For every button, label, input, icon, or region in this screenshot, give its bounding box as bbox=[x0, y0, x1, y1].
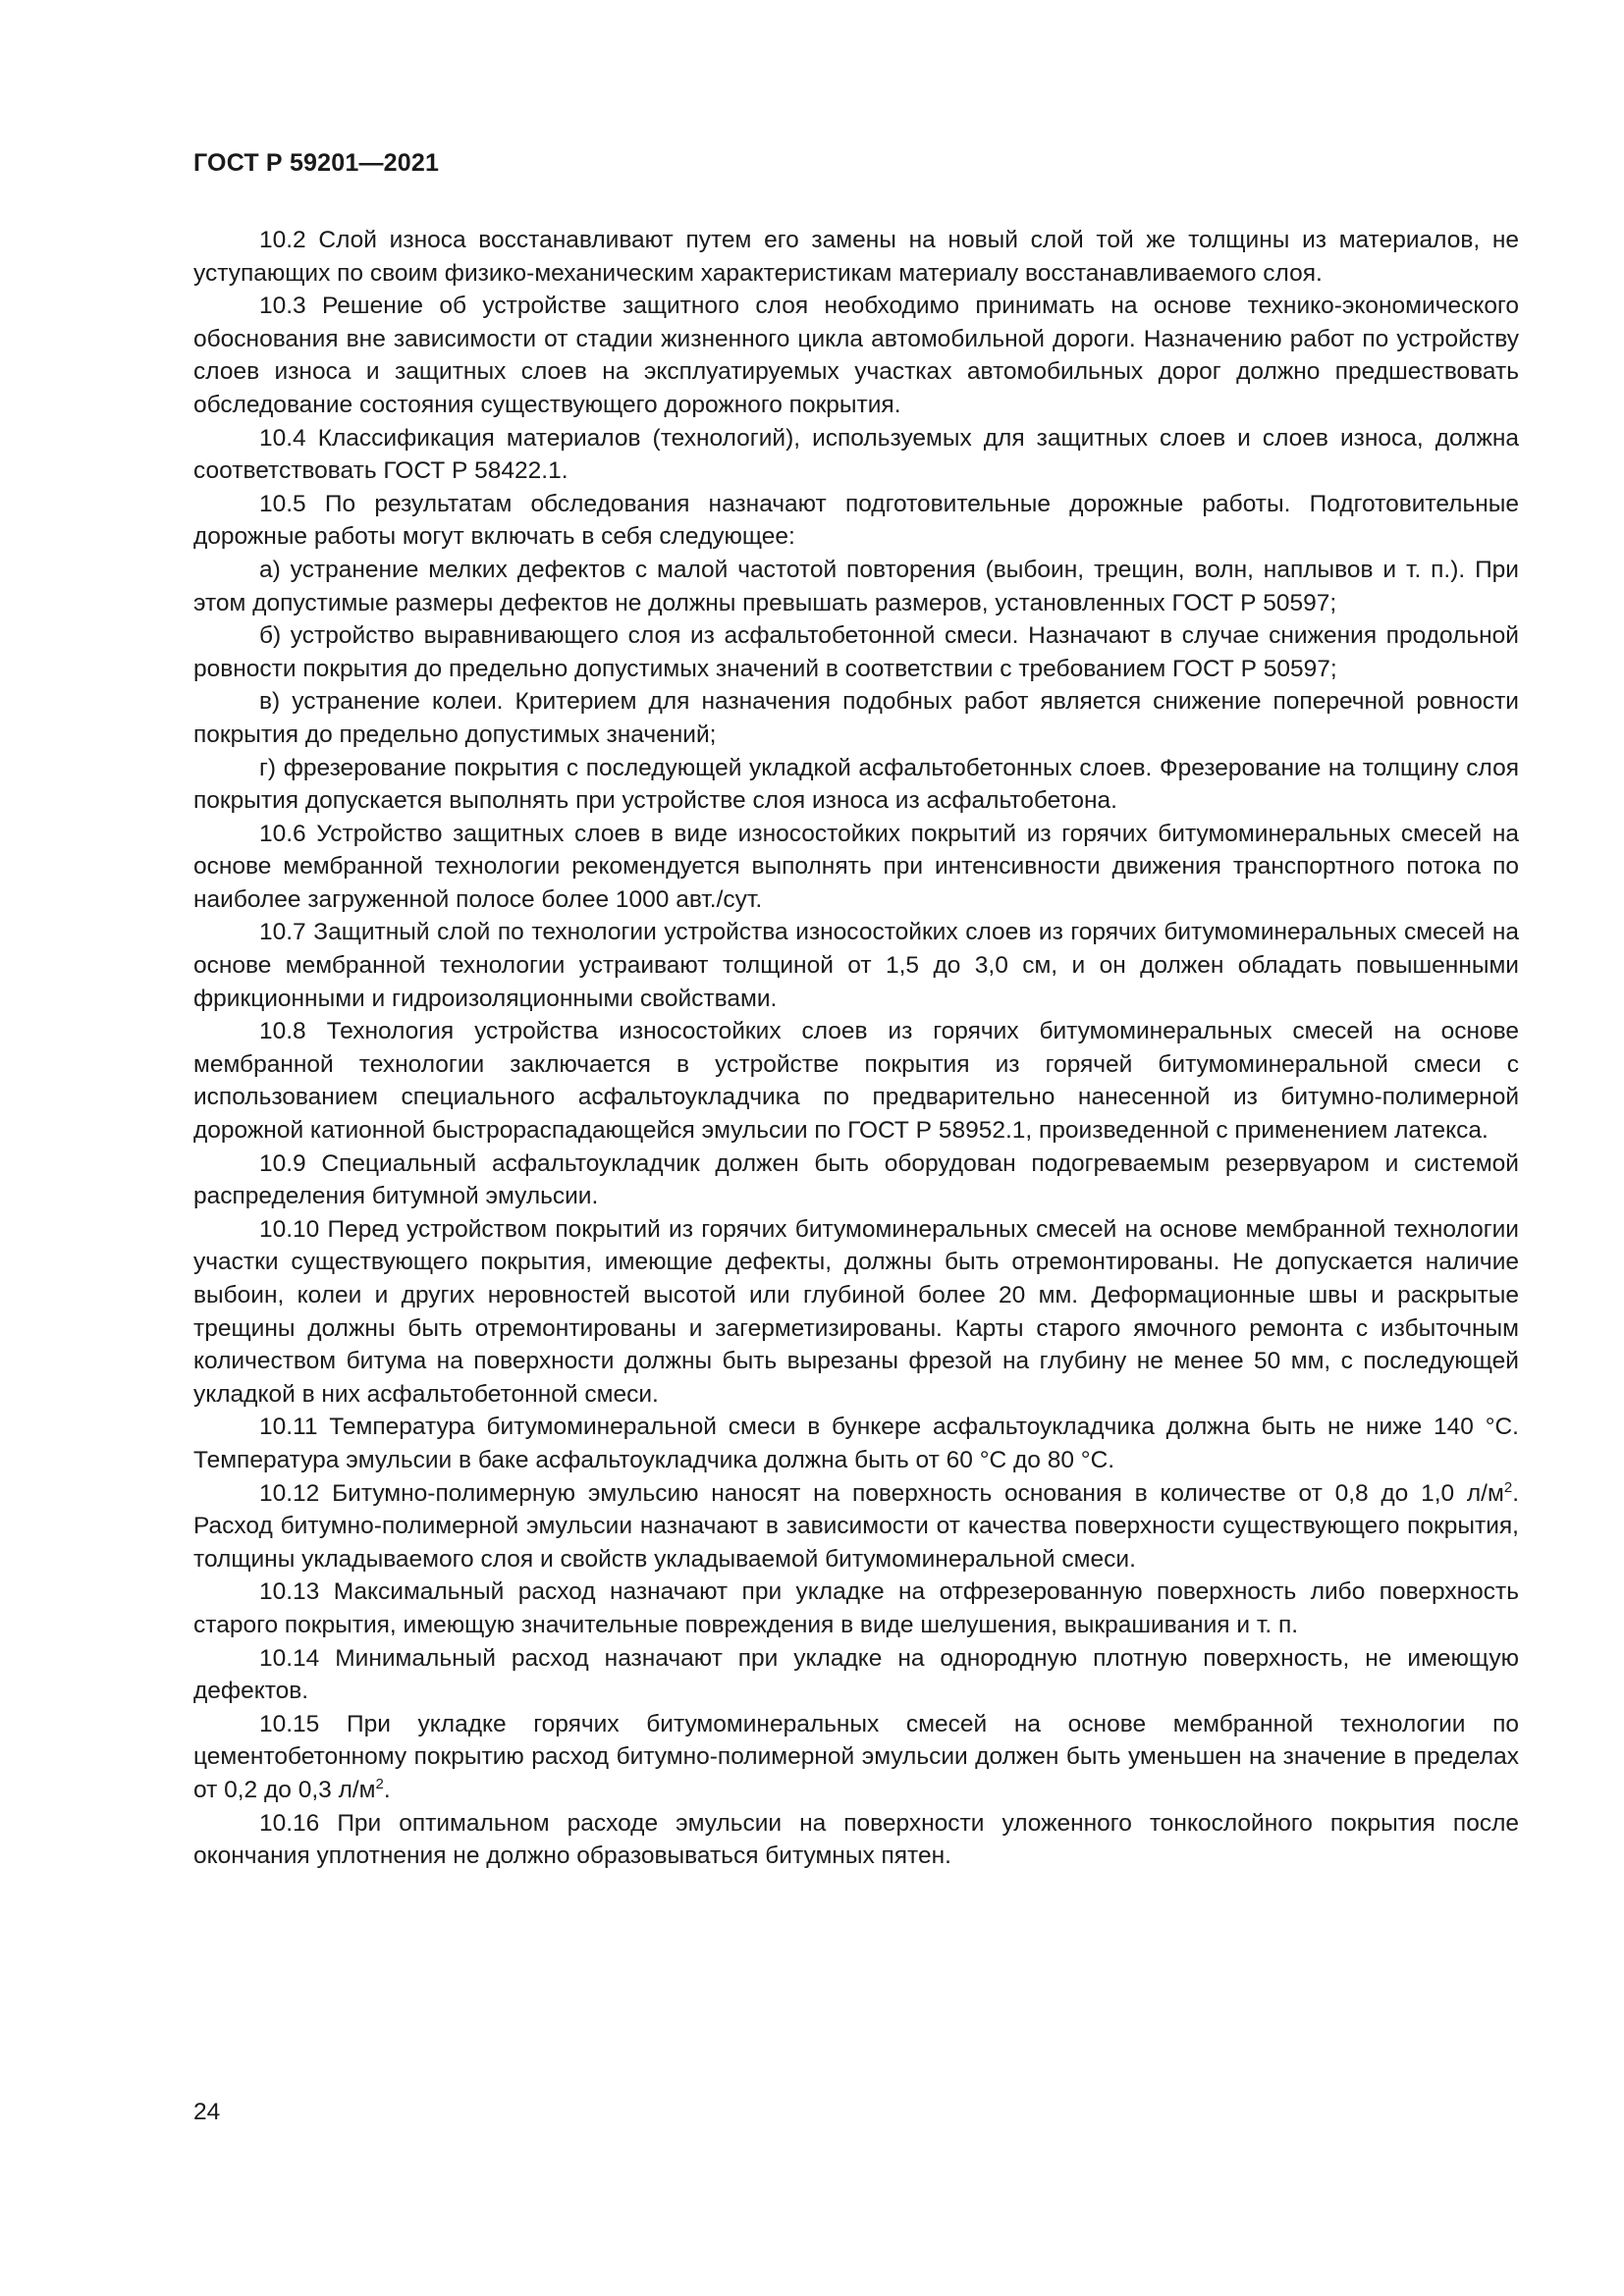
paragraph-10-9: 10.9 Специальный асфальтоукладчик должен быть оборудован подогреваемым резервуаром и системой распределения битумной эмульсии. bbox=[193, 1149, 1519, 1210]
paragraph-10-10: 10.10 Перед устройством покрытий из горячих битумоминеральных смесей на основе мембранной технологии участки существующего покрытия, имеющие дефекты, должны быть отремонтированы. Не допускается наличие выбоин, колеи и других неровностей высотой или глубиной более 20 мм. Деформационные швы и раскрытые трещины должны быть отремонтированы и загерметизированы. Карты старого ямочного ремонта с избыточным количеством битума на поверхности должны быть вырезаны фрезой на глубину не менее 50 мм, с последующей укладкой в них асфальтобетонной смеси. bbox=[193, 1215, 1519, 1408]
p-10-12-text-a: 10.12 Битумно-полимерную эмульсию наносят на поверхность основания в количестве от 0,8 до 1,0 л/м bbox=[259, 1479, 1504, 1507]
p-10-15-superscript: 2 bbox=[375, 1775, 384, 1792]
paragraph-10-6: 10.6 Устройство защитных слоев в виде износостойких покрытий из горячих битумоминеральных смесей на основе мембранной технологии рекомендуется выполнять при интенсивности движения транспортного потока по наиболее загруженной полосе более 1000 авт./сут. bbox=[193, 820, 1519, 913]
paragraph-10-2: 10.2 Слой износа восстанавливают путем его замены на новый слой той же толщины из материалов, не уступающих по своим физико-механическим характеристикам материалу восстанавливаемого слоя. bbox=[193, 227, 1519, 287]
paragraph-10-13: 10.13 Максимальный расход назначают при укладке на отфрезерованную поверхность либо поверхность старого покрытия, имеющую значительные повреждения в виде шелушения, выкрашивания и т. п. bbox=[193, 1578, 1519, 1638]
paragraph-10-12 bbox=[193, 1477, 1519, 1576]
paragraph-10-3: 10.3 Решение об устройстве защитного слоя необходимо принимать на основе технико-экономического обоснования вне зависимости от стадии жизненного цикла автомобильной дороги. Назначению работ по устройству слоев износа и защитных слоев на эксплуатируемых участках автомобильных дорог должно предшествовать обследование состояния существующего дорожного покрытия. bbox=[193, 293, 1519, 418]
paragraph-10-11: 10.11 Температура битумоминеральной смеси в бункере асфальтоукладчика должна быть не ниже 140 °С. Температура эмульсии в баке асфальтоукладчика должна быть от 60 °С до 80 °С. bbox=[193, 1414, 1519, 1473]
paragraph-10-7: 10.7 Защитный слой по технологии устройства износостойких слоев из горячих битумоминеральных смесей на основе мембранной технологии устраивают толщиной от 1,5 до 3,0 см, и он должен обладать повышенными фрикционными и гидроизоляционными свойствами. bbox=[193, 919, 1519, 1012]
paragraph-10-5: 10.5 По результатам обследования назначают подготовительные дорожные работы. Подготовительные дорожные работы могут включать в себя следующее: bbox=[193, 490, 1519, 551]
p-10-12-text-b: . Расход битумно-полимерной эмульсии назначают в зависимости от качества поверхности существующего покрытия, толщины укладываемого слоя и свойств укладываемой битумоминеральной смеси. bbox=[193, 1479, 1519, 1573]
paragraph-10-14: 10.14 Минимальный расход назначают при укладке на однородную плотную поверхность, не имеющую дефектов. bbox=[193, 1644, 1519, 1705]
paragraph-10-16: 10.16 При оптимальном расходе эмульсии на поверхности уложенного тонкослойного покрытия после окончания уплотнения не должно образовываться битумных пятен. bbox=[193, 1809, 1519, 1870]
list-item-b: б) устройство выравнивающего слоя из асфальтобетонной смеси. Назначают в случае снижения продольной ровности покрытия до предельно допустимых значений в соответствии с требованием ГОСТ Р 50597; bbox=[193, 622, 1519, 682]
list-item-v: в) устранение колеи. Критерием для назначения подобных работ является снижение поперечной ровности покрытия до предельно допустимых значений; bbox=[193, 688, 1519, 748]
body-text bbox=[193, 224, 1519, 1873]
list-item-g: г) фрезерование покрытия с последующей укладкой асфальтобетонных слоев. Фрезерование на толщину слоя покрытия допускается выполнять при устройстве слоя износа из асфальтобетона. bbox=[193, 754, 1519, 815]
paragraph-10-15 bbox=[193, 1708, 1519, 1807]
standard-header: ГОСТ Р 59201—2021 bbox=[193, 149, 440, 177]
p-10-15-text-a: 10.15 При укладке горячих битумоминеральных смесей на основе мембранной технологии по цементобетонному покрытию расход битумно-полимерной эмульсии должен быть уменьшен на значение в пределах от 0,2 до 0,3 л/м bbox=[193, 1710, 1519, 1803]
page-number: 24 bbox=[193, 2099, 221, 2125]
p-10-12-superscript: 2 bbox=[1503, 1478, 1513, 1496]
p-10-15-text-b: . bbox=[383, 1776, 391, 1803]
list-item-a: а) устранение мелких дефектов с малой частотой повторения (выбоин, трещин, волн, наплывов и т. п.). При этом допустимые размеры дефектов не должны превышать размеров, установленных ГОСТ Р 50597; bbox=[193, 556, 1519, 616]
paragraph-10-8: 10.8 Технология устройства износостойких слоев из горячих битумоминеральных смесей на основе мембранной технологии заключается в устройстве покрытия из горячей битумоминеральной смеси с использованием специального асфальтоукладчика по предварительно нанесенной из битумно-полимерной дорожной катионной быстрораспадающейся эмульсии по ГОСТ Р 58952.1, произведенной с применением латекса. bbox=[193, 1018, 1519, 1145]
paragraph-10-4: 10.4 Классификация материалов (технологий), используемых для защитных слоев и слоев износа, должна соответствовать ГОСТ Р 58422.1. bbox=[193, 424, 1519, 485]
